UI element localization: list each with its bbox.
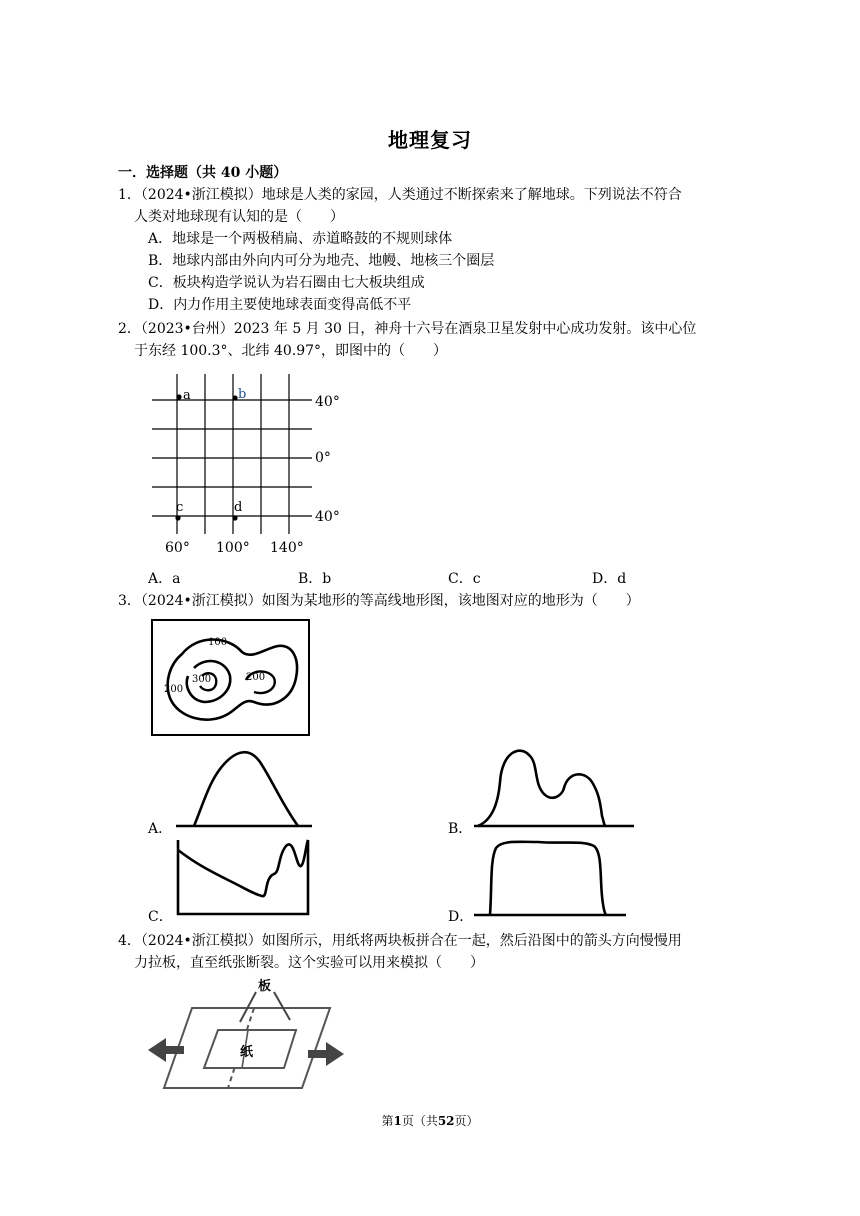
question-1-option-a: A．地球是一个两极稍扁、赤道略鼓的不规则球体 (148, 231, 453, 247)
profile-d-curve (490, 842, 606, 915)
contour-label-300: 300 (192, 674, 212, 685)
profile-c-frame (178, 840, 308, 914)
profile-c-figure (172, 836, 312, 920)
footer-mid: 页（共 (401, 1114, 438, 1128)
point-c-label: c (176, 500, 184, 515)
question-1-option-d: D．内力作用主要使地球表面变得高低不平 (148, 297, 412, 313)
profile-d-figure (472, 836, 630, 920)
question-1-stem-line1: 1．（2024•浙江模拟）地球是人类的家园，人类通过不断探索来了解地球。下列说法不符合 (118, 187, 682, 203)
board-label: 板 (258, 979, 272, 994)
point-b-label: b (238, 387, 247, 402)
question-1-stem-line2: 人类对地球现有认知的是（ ） (134, 209, 344, 225)
profile-a-figure (172, 742, 317, 832)
question-3-option-c: C． (148, 909, 173, 925)
point-d-label: d (234, 500, 243, 515)
section-heading: 一．选择题（共 40 小题） (118, 165, 288, 181)
plate-paper-experiment-figure (144, 974, 354, 1100)
question-4-stem-line2: 力拉板，直至纸张断裂。这个实验可以用来模拟（ ） (134, 955, 484, 971)
point-d-marker (232, 515, 237, 520)
question-4-stem-line1: 4．（2024•浙江模拟）如图所示，用纸将两块板拼合在一起，然后沿图中的箭头方向慢慢用 (118, 933, 682, 949)
question-1-option-c: C．板块构造学说认为岩石圈由七大板块组成 (148, 275, 425, 291)
board-pointer-right (274, 992, 290, 1020)
contour-label-200-west: 200 (164, 684, 184, 695)
arrow-right-icon (308, 1042, 344, 1066)
profile-a-curve (194, 752, 298, 826)
lon-label-100: 100° (216, 540, 250, 556)
lat-label-equator: 0° (315, 450, 331, 466)
question-4 (118, 930, 738, 974)
question-2-option-a: A．a (148, 571, 181, 587)
lat-label-south-40: 40° (315, 509, 340, 525)
question-1-option-b: B．地球内部由外向内可分为地壳、地幔、地核三个圈层 (148, 253, 495, 269)
question-1 (118, 184, 738, 228)
question-3 (118, 590, 738, 612)
point-a-label: a (183, 388, 191, 403)
footer-suffix: 页） (454, 1114, 479, 1128)
profile-b-curve (478, 751, 606, 826)
question-2 (118, 318, 738, 362)
arrow-left-icon (148, 1038, 184, 1062)
page-title: 地理复习 (388, 128, 472, 152)
lon-label-140: 140° (270, 540, 304, 556)
lat-label-north-40: 40° (315, 394, 340, 410)
lat-lon-grid-figure (140, 368, 350, 560)
question-3-option-d: D． (448, 909, 474, 925)
point-c-marker (175, 515, 180, 520)
question-3-stem: 3．（2024•浙江模拟）如图为某地形的等高线地形图，该地图对应的地形为（ ） (118, 593, 640, 609)
contour-label-200-east: 200 (246, 672, 266, 683)
question-2-option-c: C．c (448, 571, 481, 587)
question-3-option-b: B． (448, 821, 473, 837)
question-2-option-b: B．b (298, 571, 332, 587)
point-b-marker (232, 395, 237, 400)
profile-b-figure (472, 742, 637, 832)
profile-c-curve (178, 840, 308, 896)
contour-map-figure (150, 618, 312, 738)
paper-label: 纸 (240, 1045, 254, 1060)
page-footer (0, 1112, 860, 1129)
point-a-marker (176, 394, 181, 399)
footer-total-pages: 52 (437, 1114, 455, 1128)
footer-prefix: 第 (381, 1114, 394, 1128)
footer-page-number: 1 (393, 1114, 402, 1128)
lon-label-60: 60° (165, 540, 190, 556)
question-2-stem-line2: 于东经 100.3°、北纬 40.97°，即图中的（ ） (134, 343, 448, 359)
question-2-option-d: D．d (592, 571, 627, 587)
question-3-option-a: A． (148, 821, 173, 837)
question-2-stem-line1: 2．（2023•台州）2023 年 5 月 30 日，神舟十六号在酒泉卫星发射中心成功发射。该中心位 (118, 321, 697, 337)
contour-label-100: 100 (208, 637, 228, 648)
